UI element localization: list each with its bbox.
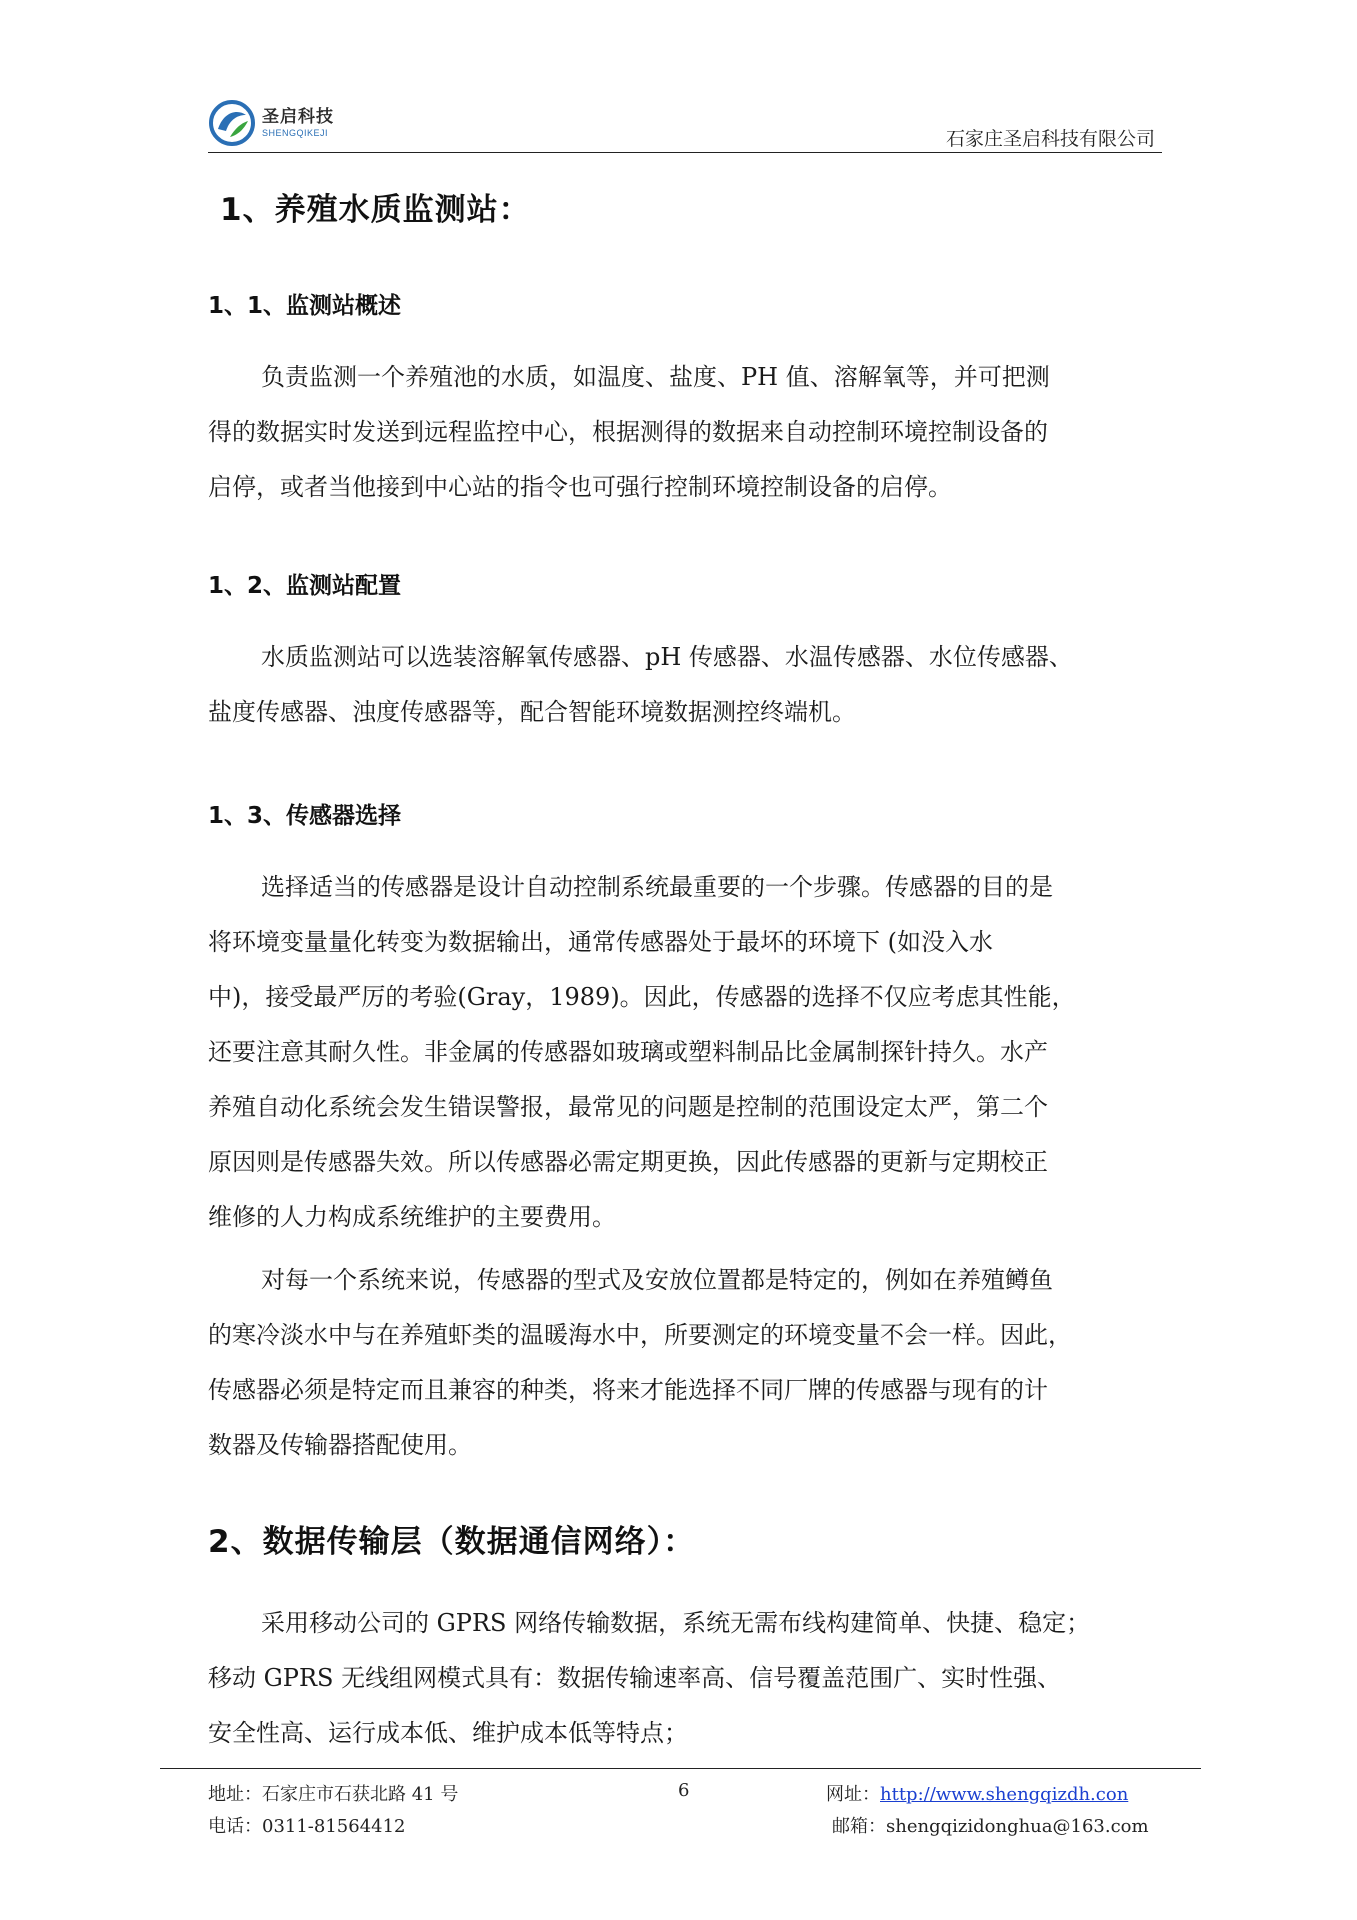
text-line: 负责监测一个养殖池的水质，如温度、盐度、PH 值、溶解氧等，并可把测 (261, 363, 1050, 391)
text-line: 安全性高、运行成本低、维护成本低等特点； (208, 1719, 688, 1747)
text-line: 对每一个系统来说，传感器的型式及安放位置都是特定的，例如在养殖鳟鱼 (261, 1266, 1053, 1294)
footer-divider (160, 1768, 1201, 1769)
website-link[interactable]: http://www.shengqizdh.con (880, 1784, 1129, 1805)
section-1-1-paragraph (208, 350, 1158, 515)
text-line: 传感器必须是特定而且兼容的种类，将来才能选择不同厂牌的传感器与现有的计 (208, 1376, 1048, 1404)
text-line: 将环境变量量化转变为数据输出，通常传感器处于最坏的环境下 (如没入水 (208, 928, 993, 956)
text-line: 数器及传输器搭配使用。 (208, 1431, 472, 1459)
company-logo (208, 98, 348, 148)
section-1-2-title: 1、2、监测站配置 (208, 573, 402, 599)
text-line: 维修的人力构成系统维护的主要费用。 (208, 1203, 616, 1231)
section-1-1-title: 1、1、监测站概述 (208, 293, 402, 319)
text-line: 得的数据实时发送到远程监控中心，根据测得的数据来自动控制环境控制设备的 (208, 418, 1048, 446)
text-line: 中)，接受最严厉的考验(Gray，1989)。因此，传感器的选择不仅应考虑其性能， (208, 983, 1076, 1011)
text-line: 养殖自动化系统会发生错误警报，最常见的问题是控制的范围设定太严，第二个 (208, 1093, 1048, 1121)
footer-website (826, 1780, 1128, 1806)
text-line: 采用移动公司的 GPRS 网络传输数据，系统无需布线构建简单、快捷、稳定； (261, 1609, 1091, 1637)
company-name: 石家庄圣启科技有限公司 (945, 128, 1155, 150)
logo-chinese-name: 圣启科技 (262, 106, 334, 127)
logo-mark-icon (208, 99, 256, 147)
text-line: 水质监测站可以选装溶解氧传感器、pH 传感器、水温传感器、水位传感器、 (261, 643, 1073, 671)
footer-website-label: 网址： (826, 1784, 880, 1805)
footer-address: 地址：石家庄市石获北路 41 号 (208, 1784, 459, 1805)
text-line: 启停，或者当他接到中心站的指令也可强行控制环境控制设备的启停。 (208, 473, 952, 501)
section-2-paragraph (208, 1596, 1158, 1761)
footer-phone: 电话：0311-81564412 (208, 1816, 406, 1837)
text-line: 移动 GPRS 无线组网模式具有：数据传输速率高、信号覆盖范围广、实时性强、 (208, 1664, 1062, 1692)
text-line: 盐度传感器、浊度传感器等，配合智能环境数据测控终端机。 (208, 698, 856, 726)
logo-english-name: SHENGQIKEJI (262, 127, 329, 138)
header-divider (208, 152, 1162, 153)
section-1-3-title: 1、3、传感器选择 (208, 803, 402, 829)
section-1-3-paragraph-1 (208, 860, 1158, 1245)
footer-email: 邮箱：shengqizidonghua@163.com (832, 1816, 1149, 1837)
section-1-3-paragraph-2 (208, 1253, 1158, 1473)
text-line: 还要注意其耐久性。非金属的传感器如玻璃或塑料制品比金属制探针持久。水产 (208, 1038, 1048, 1066)
section-1-2-paragraph (208, 630, 1158, 740)
text-line: 原因则是传感器失效。所以传感器必需定期更换，因此传感器的更新与定期校正 (208, 1148, 1048, 1176)
text-line: 的寒冷淡水中与在养殖虾类的温暖海水中，所要测定的环境变量不会一样。因此， (208, 1321, 1072, 1349)
section-1-title: 1、养殖水质监测站： (220, 192, 531, 228)
text-line: 选择适当的传感器是设计自动控制系统最重要的一个步骤。传感器的目的是 (261, 873, 1053, 901)
section-2-title: 2、数据传输层（数据通信网络）： (208, 1524, 696, 1560)
page-number: 6 (678, 1780, 690, 1801)
